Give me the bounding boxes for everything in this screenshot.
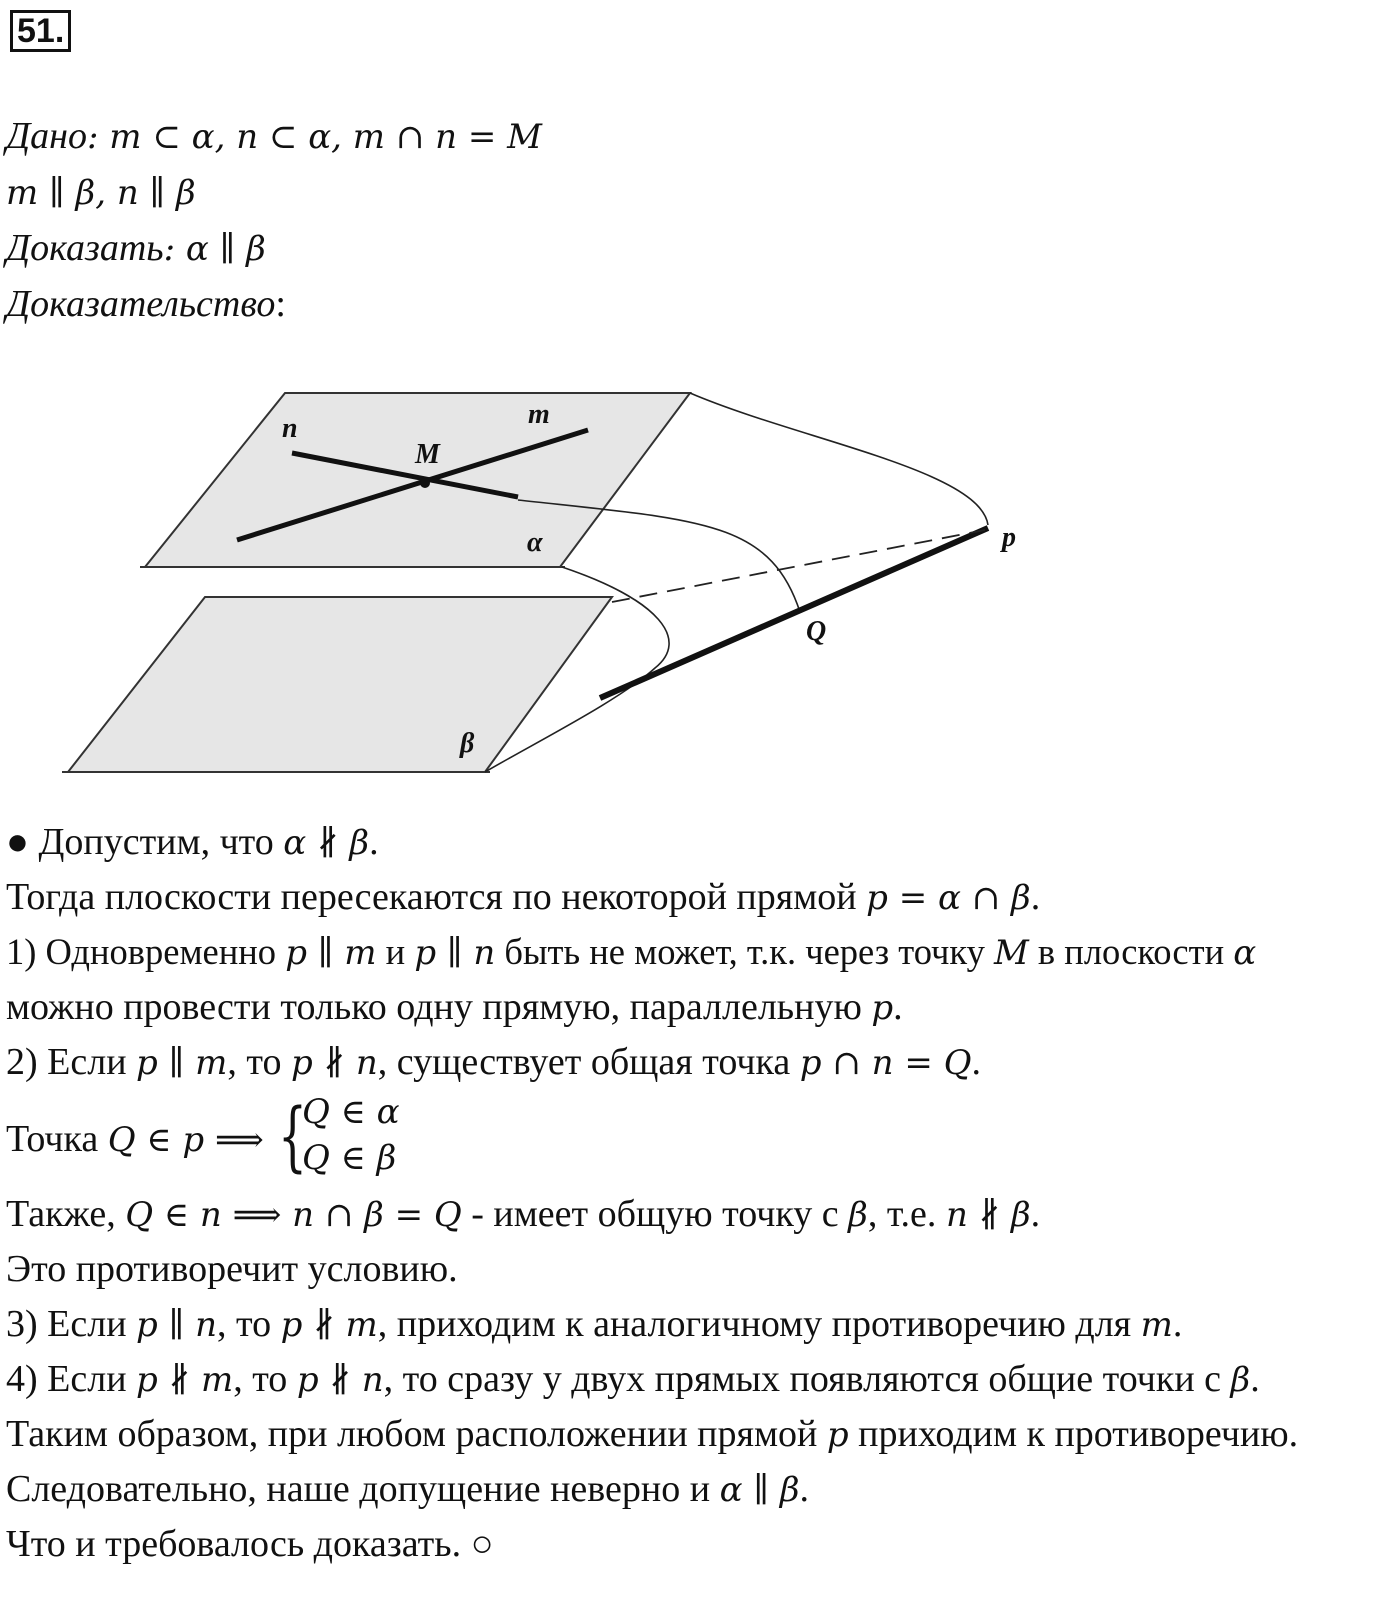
proof-line-8: Это противоречит условию. xyxy=(6,1248,458,1290)
math: m xyxy=(1140,1305,1173,1345)
math: p ∩ n = Q xyxy=(799,1043,972,1083)
text: быть не может, т.к. через точку xyxy=(495,931,994,972)
label-m: m xyxy=(528,399,550,430)
label-M: M xyxy=(415,439,440,470)
text: , то xyxy=(233,1358,297,1400)
text: . xyxy=(893,986,903,1028)
math: β xyxy=(848,1195,868,1235)
text: Точка xyxy=(6,1118,108,1160)
proof-line-7 xyxy=(6,1190,1040,1239)
proof-line-10 xyxy=(6,1355,1260,1404)
line-p-dashed xyxy=(612,530,985,602)
proof-line-11 xyxy=(6,1410,1298,1459)
label-Q: Q xyxy=(806,616,827,647)
proof-line-13: Что и требовалось доказать. ○ xyxy=(6,1523,494,1565)
given-math: : m ⊂ α, n ⊂ α, m ∩ n = M xyxy=(87,117,542,157)
given-line-2 xyxy=(6,168,196,217)
given-math-2: m ∥ β, n ∥ β xyxy=(6,173,196,213)
text: в плоскости xyxy=(1028,931,1234,972)
math: p ∦ n xyxy=(290,1043,378,1083)
proof-label: Доказательство xyxy=(6,283,276,325)
text: . xyxy=(1030,876,1041,918)
text: Тогда плоскости пересекаются по некоторой прямой xyxy=(6,876,867,918)
math: p = α ∩ β xyxy=(866,878,1031,918)
math: Q ∈ p ⟹ xyxy=(107,1120,264,1160)
label-alpha: α xyxy=(527,527,543,558)
proof-line-6 xyxy=(6,1115,264,1164)
plane-alpha xyxy=(145,393,690,567)
text: . xyxy=(1172,1303,1183,1345)
prove-label: Доказать xyxy=(6,227,164,269)
math: p ∥ m xyxy=(136,1043,228,1083)
prove-line xyxy=(6,224,266,273)
label-p: p xyxy=(1002,522,1016,553)
label-n: n xyxy=(282,413,298,444)
text: , т.е. xyxy=(867,1193,946,1235)
text: , то xyxy=(217,1303,281,1345)
brace-icon: { xyxy=(278,1091,308,1180)
text: можно провести только одну прямую, параллельную xyxy=(6,986,872,1028)
math: Q ∈ n ⟹ n ∩ β = Q xyxy=(125,1195,462,1235)
point-M xyxy=(420,478,430,488)
math: p ∦ m xyxy=(280,1305,378,1345)
problem-number: 51. xyxy=(10,10,71,52)
proof-line-5 xyxy=(6,1038,981,1087)
proof-line-3 xyxy=(6,928,1256,977)
proof-line-12 xyxy=(6,1465,809,1514)
text: 3) Если xyxy=(6,1303,137,1345)
given-label: Дано xyxy=(6,115,88,157)
text: . xyxy=(369,821,379,863)
text: . xyxy=(1250,1358,1260,1400)
proof-colon: : xyxy=(275,283,286,325)
text: . xyxy=(799,1468,809,1510)
text: 4) Если xyxy=(6,1358,137,1400)
math: n ∦ β xyxy=(945,1195,1031,1235)
geometry-figure xyxy=(0,380,1100,780)
math: p ∥ m xyxy=(285,933,377,973)
math: α xyxy=(1233,933,1257,973)
text: приходим к противоречию. xyxy=(848,1413,1299,1455)
text: - имеет общую точку с xyxy=(461,1193,849,1235)
proof-heading xyxy=(6,280,286,328)
text: и xyxy=(376,931,415,972)
math: p ∦ n xyxy=(296,1360,384,1400)
prove-math: : α ∥ β xyxy=(163,229,266,269)
text: 2) Если xyxy=(6,1041,137,1083)
text: . xyxy=(1030,1193,1041,1235)
math: α ∥ β xyxy=(719,1470,800,1510)
math: p ∦ m xyxy=(136,1360,234,1400)
text: , то xyxy=(227,1041,291,1083)
text: , существует общая точка xyxy=(377,1041,800,1083)
given-line xyxy=(6,112,542,161)
math: α ∦ β xyxy=(283,823,370,863)
proof-line-9 xyxy=(6,1300,1182,1349)
text: , то сразу у двух прямых появляются общие точки с xyxy=(383,1358,1231,1400)
system-row-2: Q ∈ β xyxy=(302,1138,397,1178)
text: , приходим к аналогичному противоречию для xyxy=(377,1303,1141,1345)
proof-line-1 xyxy=(6,818,379,867)
math: p ∥ n xyxy=(414,933,496,973)
text: Следовательно, наше допущение неверно и xyxy=(6,1468,720,1510)
text: ● Допустим, что xyxy=(6,821,284,863)
system-row-1: Q ∈ α xyxy=(302,1092,400,1132)
math: p xyxy=(826,1415,849,1455)
text: Таким образом, при любом расположении прямой xyxy=(6,1413,827,1455)
text: Также, xyxy=(6,1193,126,1235)
math: M xyxy=(993,933,1029,973)
math: p xyxy=(871,988,894,1028)
text: 1) Одновременно xyxy=(6,931,286,972)
proof-line-2 xyxy=(6,873,1040,922)
label-beta: β xyxy=(460,728,475,759)
text: . xyxy=(971,1041,981,1083)
line-p xyxy=(600,528,988,698)
math: p ∥ n xyxy=(136,1305,218,1345)
curve-top xyxy=(690,393,988,525)
math: β xyxy=(1230,1360,1251,1400)
proof-line-4 xyxy=(6,983,903,1032)
